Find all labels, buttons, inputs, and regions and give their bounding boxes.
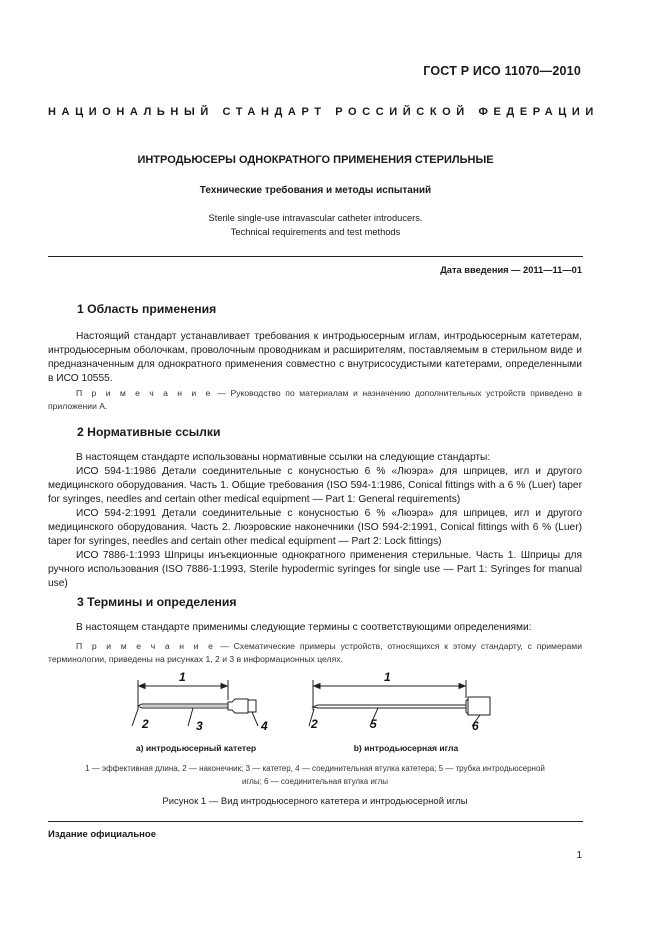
leader-2 [132,709,138,726]
figure-caption-a: а) интродьюсерный катетер [135,743,257,753]
figure-title: Рисунок 1 — Вид интродьюсерного катетера и интродьюсерной иглы [162,796,468,807]
section-3-heading: 3 Термины и определения [77,595,237,609]
figure-legend [48,762,582,788]
official-edition-label: Издание официальное [48,829,156,840]
section-1-heading: 1 Область применения [77,302,217,316]
section-2-intro: В настоящем стандарте использованы нормативные ссылки на следующие стандарты: [76,452,491,463]
reference-iso-7886-1: ИСО 7886-1:1993 Шприцы инъекционные однократного применения стерильные. Часть 1. Шприцы для ручного использования (ISO 7886-1:1993, Sterile hypodermic syringes for single use — Part 1: Syringes for manual use) [48,550,582,589]
leader-3 [188,708,193,726]
label-1-a: 1 [179,670,186,684]
note-label: П р и м е ч а н и е [76,641,216,651]
footer-divider [48,821,583,822]
needle-hub [468,697,490,715]
label-6: 6 [472,719,479,733]
header-divider [48,256,583,257]
section-1-body: Настоящий стандарт устанавливает требования к интродьюсерным иглам, интродьюсерным катетерам, интродьюсерным оболочкам, проволочным проводникам и расширителям, поставляемым в стерильном виде и предназначенным для однократного применения совместно с внутрисосудистыми катетерами, определенными в ИСО 10555. [48,331,582,384]
label-1-b: 1 [384,670,391,684]
leader-4 [252,712,258,726]
figure-1 [48,668,582,768]
effective-date: Дата введения — 2011—11—01 [440,265,582,275]
english-title-line-2: Technical requirements and test methods [230,227,401,237]
reference-iso-594-1: ИСО 594-1:1986 Детали соединительные с конусностью 6 % «Люэра» для шприцев, игл и другого медицинского оборудования. Часть 1. Общие требования (ISO 594-1:1986, Conical fittings with a 6 % (Luer) taper for syringes, needles and certain other medical equipment — Part 1: General requirements) [48,466,582,505]
section-3-intro: В настоящем стандарте применимы следующие термины с соответствующими определениями: [76,622,532,633]
note-label: П р и м е ч а н и е [76,388,213,398]
label-3: 3 [196,719,203,733]
note-text: — Руководство по материалам и назначению дополнительных устройств приведено в приложении А. [48,388,582,411]
english-title-line-1: Sterile single-use intravascular catheter introducers. [208,213,423,223]
english-title [48,211,583,239]
needle-tube [313,705,466,708]
reference-iso-594-2: ИСО 594-2:1991 Детали соединительные с конусностью 6 % «Люэра» для шприцев, игл и другого медицинского оборудования. Часть 2. Люэровские наконечники (ISO 594-2:1991, Conical fittings with 6 % (Luer) taper for syringes, needles and certain other medical equipment — Part 2: Lock fittings) [48,508,582,547]
page-number: 1 [576,850,582,861]
figure-legend-line-1: 1 — эффективная длина, 2 — наконечник; 3 — катетер, 4 — соединительная втулка катетера; 5 — трубка интродьюсерной [85,764,545,773]
label-5: 5 [370,717,377,731]
document-code: ГОСТ Р ИСО 11070—2010 [423,64,581,78]
section-2-body [48,451,582,591]
catheter-hub [228,699,248,713]
figure-legend-line-2: иглы; 6 — соединительная втулка иглы [241,777,389,786]
note-text: — Схематические примеры устройств, относящихся к этому стандарту, с примерами терминологии, приведены на рисунках 1, 2 и 3 в информационных целях. [48,641,582,664]
section-3-note [48,640,582,666]
document-title: ИНТРОДЬЮСЕРЫ ОДНОКРАТНОГО ПРИМЕНЕНИЯ СТЕРИЛЬНЫЕ [137,154,494,166]
label-2-b: 2 [311,717,318,731]
label-4: 4 [261,719,268,733]
label-2-a: 2 [142,717,149,731]
document-subtitle: Технические требования и методы испытаний [199,185,432,196]
figure-caption-b: b) интродьюсерная игла [353,743,459,753]
catheter-hub-flange [248,700,256,712]
standard-banner: НАЦИОНАЛЬНЫЙ СТАНДАРТ РОССИЙСКОЙ ФЕДЕРАЦИИ [48,106,599,118]
section-2-heading: 2 Нормативные ссылки [77,425,221,439]
section-1-note [48,387,582,413]
